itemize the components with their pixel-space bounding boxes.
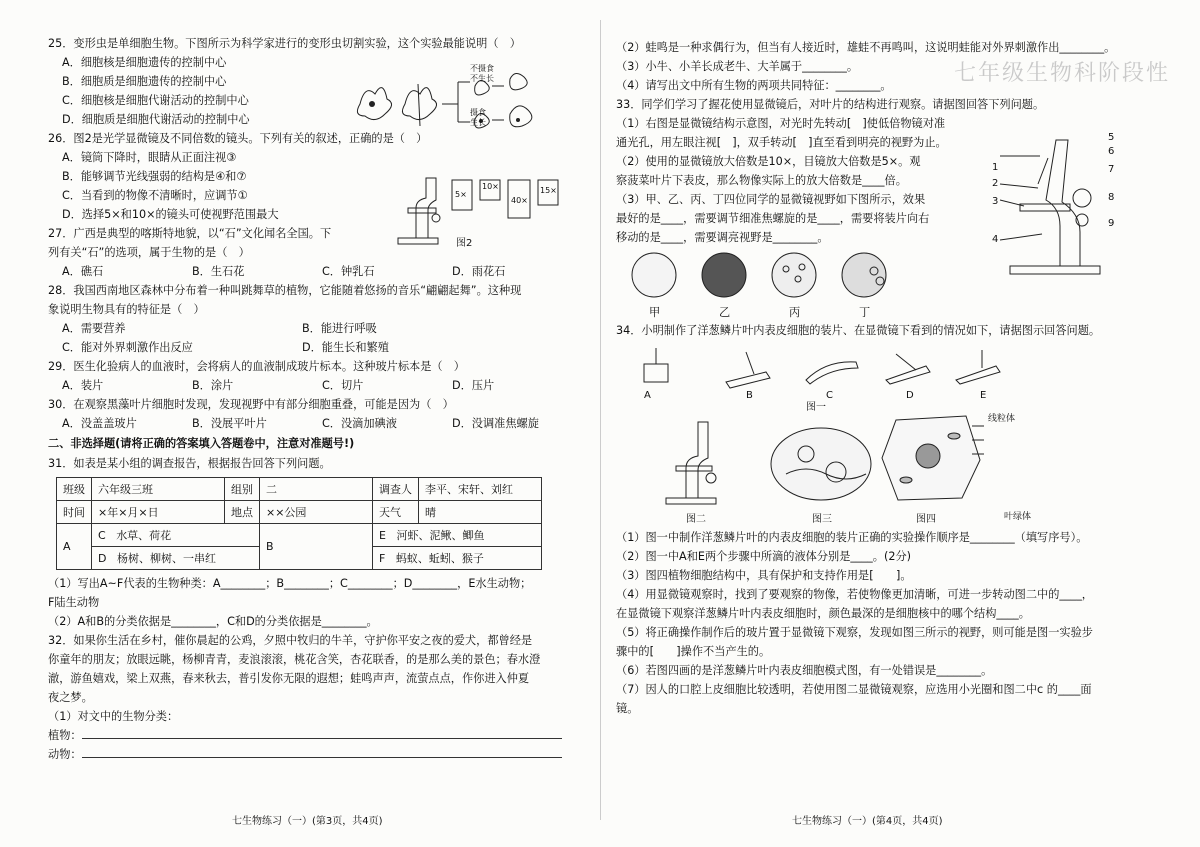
q32-plants-line: [48, 726, 588, 745]
q29-stem: 29．医生化验病人的血液时，会将病人的血液制成玻片标本。这种玻片标本是（ ）: [48, 360, 465, 373]
figure-3-view: [766, 424, 876, 504]
lens-label-4: 15×: [540, 186, 557, 195]
q32-sub1: （1）对文中的生物分类：: [48, 710, 179, 723]
figure-4-bottom-label: 叶绿体: [1004, 512, 1032, 522]
scope-label-4: 4: [992, 234, 999, 245]
view-label-ding: 丁: [859, 306, 871, 319]
lens-label-1: 5×: [455, 190, 467, 199]
q32-animals-line: [48, 745, 588, 764]
table-cell: 地点: [225, 501, 260, 524]
scope-label-8: 8: [1108, 192, 1115, 203]
step-b-label: B: [746, 390, 753, 401]
q26-option-c: C．当看到的物像不清晰时，应调节①: [62, 189, 248, 202]
figure-3-caption: 图三: [812, 514, 832, 525]
q28-option-b: B．能进行呼吸: [302, 322, 377, 335]
q27-option-b: B．生石花: [192, 265, 245, 278]
table-cell: 天气: [373, 501, 419, 524]
step-d-label: D: [906, 390, 914, 401]
q28-options-row1: [62, 319, 588, 338]
q34-s1: （1）图一中制作洋葱鳞片叶的内表皮细胞的装片正确的实验操作顺序是________（填写序号）。: [616, 531, 1088, 544]
scope-label-2: 2: [992, 178, 999, 189]
figure-2-caption-right: 图二: [686, 514, 706, 525]
table-row: [57, 478, 542, 501]
q33-microscope-figure: [990, 128, 1120, 278]
q29-option-a: A．装片: [62, 379, 104, 392]
table-cell: 班级: [57, 478, 92, 501]
page-divider: [600, 20, 601, 820]
label-c: C: [98, 528, 106, 542]
q27-option-c: C．钟乳石: [322, 265, 375, 278]
table-cell: 六年级三班: [92, 478, 225, 501]
figure-2-caption: 图2: [456, 238, 473, 249]
q27-option-d: D．雨花石: [452, 265, 506, 278]
q34-figures: [616, 340, 1156, 528]
scope-label-6: 6: [1108, 146, 1115, 157]
q30-option-d: D．没调准焦螺旋: [452, 417, 539, 430]
label-f: F: [379, 551, 386, 565]
q33-s2b: 察菠菜叶片下表皮，那么物像实际上的放大倍数是____倍。: [616, 174, 907, 187]
q34-s6: （6）若图四画的是洋葱鳞片叶内表皮细胞模式图，有一处错误是________。: [616, 664, 993, 677]
q32-p4: 夜之梦。: [48, 691, 93, 704]
q32-p2: 你童年的朋友；放眼远眺，杨柳青青，麦浪滚滚，桃花含笑，杏花联香，的是那么美的景色；春水澄: [48, 653, 541, 666]
q30-option-a: A．没盖盖玻片: [62, 417, 137, 430]
q25-option-a: A．细胞核是细胞遗传的控制中心: [62, 56, 227, 69]
label-d: D: [98, 551, 107, 565]
amoeba-label-1: 不摄食: [470, 64, 494, 73]
q27-stem-line1: 27．广西是典型的喀斯特地貌，以“石”文化闻名全国。下: [48, 227, 332, 240]
q30-option-c: C．没滴加碘液: [322, 417, 397, 430]
left-page: [48, 34, 588, 764]
lens-label-2: 10×: [482, 182, 499, 191]
table-cell: B: [260, 524, 373, 570]
value-c: 水草、荷花: [116, 528, 172, 542]
q34-stem: 34．小明制作了洋葱鳞片叶内表皮细胞的装片、在显微镜下看到的情况如下，请据图示回答问题。: [616, 324, 1101, 337]
q30-option-b: B．没展平叶片: [192, 417, 267, 430]
view-label-bing: 丙: [789, 306, 801, 319]
footer-left: 七生物练习（一）(第3页，共4页): [232, 816, 383, 827]
table-cell: [92, 547, 260, 570]
q34-s4a: （4）用显微镜观察时，找到了要观察的物像，若使物像更加清晰，可进一步转动图二中的____，: [616, 588, 1093, 601]
ghost-title: 七年级生物科阶段性: [953, 61, 1170, 86]
q26-option-b: B．能够调节光线强弱的结构是④和⑦: [62, 170, 247, 183]
table-cell: 组别: [225, 478, 260, 501]
scope-label-3: 3: [992, 196, 999, 207]
plants-answer-line: [82, 738, 562, 739]
q31-stem: 31．如表是某小组的调查报告，根据报告回答下列问题。: [48, 457, 331, 470]
table-cell: ×年×月×日: [92, 501, 225, 524]
table-cell: [373, 547, 542, 570]
scope-label-1: 1: [992, 162, 999, 173]
figure-4-caption: 图四: [916, 514, 936, 525]
q32-sub2: （2）蛙鸣是一种求偶行为，但当有人接近时，雄蛙不再鸣叫，这说明蛙能对外界刺激作出________。: [616, 41, 1116, 54]
animals-label: 动物：: [48, 748, 82, 761]
q33-s1b: 通光孔，用左眼注视[ ]，双手转动[ ]直至看到明亮的视野为止。: [616, 136, 947, 149]
q28-options-row2: [62, 338, 588, 357]
amoeba-label-3: 摄食: [470, 108, 486, 117]
section-2-heading: 二、非选择题(请将正确的答案填入答题卷中，注意对准题号!): [48, 437, 355, 450]
q27-options: [62, 262, 588, 281]
q33-s3c: 移动的是____，需要调亮视野是________。: [616, 231, 829, 244]
step-c-label: C: [826, 390, 833, 401]
q25-stem: 25．变形虫是单细胞生物。下图所示为科学家进行的变形虫切割实验，这个实验最能说明（ ）: [48, 37, 521, 50]
step-e-label: E: [980, 390, 987, 401]
value-f: 蚂蚁、蚯蚓、猴子: [395, 551, 484, 565]
view-label-yi: 乙: [719, 306, 731, 319]
table-cell: [373, 524, 542, 547]
table-cell: 二: [260, 478, 373, 501]
table-cell: [92, 524, 260, 547]
q34-s5a: （5）将正确操作制作后的玻片置于显微镜下观察，发现如图三所示的视野，则可能是图一实验步: [616, 626, 1093, 639]
q33-stem: 33．同学们学习了握花使用显微镜后，对叶片的结构进行观察。请据图回答下列问题。: [616, 98, 1045, 111]
microscope-figure-2: [378, 168, 578, 248]
q28-stem-line2: 象说明生物具有的特征是（ ）: [48, 303, 205, 316]
q34-s4b: 在显微镜下观察洋葱鳞片叶内表皮细胞时，颜色最深的是细胞核中的哪个结构____。: [616, 607, 1030, 620]
q32-p3: 澈，游鱼嬉戏，梁上双燕，春来秋去，普引发你无限的遐想；蛙鸣声声，流萤点点，作你进入仲夏: [48, 672, 530, 685]
view-label-jia: 甲: [649, 306, 661, 319]
q26-option-d: D．选择5×和10×的镜头可使视野范围最大: [62, 208, 279, 221]
q29-options: [62, 376, 588, 395]
q33-s3b: 最好的是____，需要调节细准焦螺旋的是____，需要将装片向右: [616, 212, 930, 225]
survey-table: [56, 477, 542, 570]
microscope-lenses-diagram: [378, 168, 578, 248]
q26-option-a: A．镜筒下降时，眼睛从正面注视③: [62, 151, 237, 164]
q30-options: [62, 414, 588, 433]
q32-sub3: （3）小牛、小羊长成老牛、大羊属于________。: [616, 60, 859, 73]
q28-option-c: C．能对外界刺激作出反应: [62, 341, 193, 354]
q27-option-a: A．礁石: [62, 265, 104, 278]
q34-s2: （2）图一中A和E两个步骤中所滴的液体分别是____。(2分): [616, 550, 912, 563]
q33-s1a: （1）右图是显微镜结构示意图，对光时先转动[ ]使低倍物镜对准: [616, 117, 946, 130]
table-row: [57, 524, 542, 547]
lens-label-3: 40×: [511, 196, 528, 205]
q25-option-d: D．细胞质是细胞代谢活动的控制中心: [62, 113, 250, 126]
table-row: [57, 501, 542, 524]
scope-label-7: 7: [1108, 164, 1115, 175]
table-cell: 时间: [57, 501, 92, 524]
q34-s3: （3）图四植物细胞结构中，具有保护和支持作用是[ ]。: [616, 569, 912, 582]
figure-1-steps: [636, 344, 1036, 394]
table-cell: A: [57, 524, 92, 570]
q28-stem-line1: 28．我国西南地区森林中分布着一种叫跳舞草的植物，它能随着悠扬的音乐“翩翩起舞”。这种现: [48, 284, 522, 297]
figure-2-microscope: [656, 416, 736, 506]
table-cell: ××公园: [260, 501, 373, 524]
footer-right: 七生物练习（一）(第4页，共4页): [792, 816, 943, 827]
animals-answer-line: [82, 757, 562, 758]
q25-option-b: B．细胞质是细胞遗传的控制中心: [62, 75, 227, 88]
q28-option-a: A．需要营养: [62, 322, 126, 335]
amoeba-label-2: 不生长: [470, 74, 494, 83]
q33-s2a: （2）使用的显微镜放大倍数是10×，目镜放大倍数是5×。观: [616, 155, 921, 168]
table-cell: 李平、宋轩、刘红: [419, 478, 542, 501]
step-a-label: A: [644, 390, 651, 401]
q29-option-c: C．切片: [322, 379, 364, 392]
q30-stem: 30．在观察黑藻叶片细胞时发现，发现视野中有部分细胞重叠，可能是因为（ ）: [48, 398, 454, 411]
value-e: 河虾、泥鳅、鲫鱼: [396, 528, 485, 542]
q31-sub1b: F陆生动物: [48, 596, 100, 609]
q33-microscope-diagram: [990, 128, 1120, 278]
q34-s7b: 镜。: [616, 702, 639, 715]
amoeba-figure: [350, 64, 550, 134]
scope-label-9: 9: [1108, 218, 1115, 229]
q31-sub2: （2）A和B的分类依据是________，C和D的分类依据是________。: [48, 615, 378, 628]
figure-4-top-label: 线粒体: [988, 414, 1016, 424]
figure-1-caption: 图一: [806, 402, 826, 413]
q31-sub1a: （1）写出A~F代表的生物种类：A________；B________；C________；D________，E水生动物；: [48, 577, 532, 590]
q34-s5b: 骤中的[ ]操作不当产生的。: [616, 645, 771, 658]
q25-option-c: C．细胞核是细胞代谢活动的控制中心: [62, 94, 249, 107]
q33-s3a: （3）甲、乙、丙、丁四位同学的显微镜视野如下图所示，效果: [616, 193, 926, 206]
figure-4-plant-cell: [876, 410, 986, 504]
scope-label-5: 5: [1108, 132, 1115, 143]
table-cell: 调查人: [373, 478, 419, 501]
q34-s7a: （7）因人的口腔上皮细胞比较透明，若使用图二显微镜观察，应选用小光圈和图二中c 的____面: [616, 683, 1092, 696]
q28-option-d: D．能生长和繁殖: [302, 341, 389, 354]
q29-option-d: D．压片: [452, 379, 495, 392]
table-cell: 晴: [419, 501, 542, 524]
q27-stem-line2: 列有关“石”的选项，属于生物的是（ ）: [48, 246, 250, 259]
label-e: E: [379, 528, 386, 542]
view-circles-diagram: [626, 249, 926, 305]
q29-option-b: B．涂片: [192, 379, 234, 392]
q26-stem: 26．图2是光学显微镜及不同倍数的镜头。下列有关的叙述，正确的是（ ）: [48, 132, 428, 145]
amoeba-label-4: 生长: [470, 118, 486, 127]
q32-sub4: （4）请写出文中所有生物的两项共同特征：________。: [616, 79, 892, 92]
value-d: 杨树、柳树、一串红: [116, 551, 216, 565]
plants-label: 植物：: [48, 729, 82, 742]
amoeba-diagram: [350, 64, 550, 134]
q32-p1: 32．如果你生活在乡村，催你晨起的公鸡，夕照中牧归的牛羊，守护你平安之夜的爱犬，都曾经是: [48, 634, 533, 647]
